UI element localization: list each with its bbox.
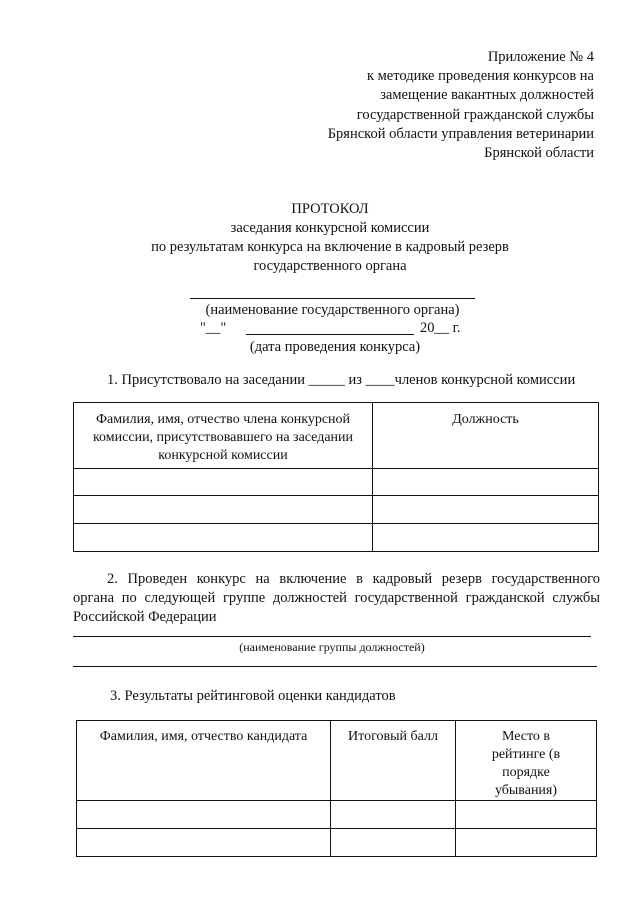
org-name-caption: (наименование государственного органа) — [205, 302, 460, 318]
table-cell[interactable] — [331, 829, 456, 857]
position-group-line-2 — [73, 666, 597, 667]
table-cell[interactable] — [77, 829, 331, 857]
ratings-col-score-header: Итоговый балл — [331, 721, 456, 801]
appendix-line-4: государственной гражданской службы — [356, 106, 594, 123]
appendix-line-3: замещение вакантных должностей — [380, 87, 594, 104]
commission-col-position-header: Должность — [373, 403, 599, 469]
section3-heading: 3. Результаты рейтинговой оценки кандидатов — [110, 688, 396, 704]
commission-table-header — [74, 403, 599, 469]
table-cell[interactable] — [74, 524, 373, 552]
table-cell[interactable] — [74, 496, 373, 524]
section1-blank-present: _____ — [308, 372, 345, 388]
table-cell[interactable] — [373, 524, 599, 552]
table-row — [74, 496, 599, 524]
table-cell[interactable] — [456, 829, 597, 857]
section2-line-3: Российской Федерации — [73, 609, 217, 625]
commission-table — [73, 402, 599, 552]
date-caption: (дата проведения конкурса) — [249, 339, 421, 355]
protocol-title — [120, 200, 540, 276]
table-cell[interactable] — [373, 496, 599, 524]
appendix-header — [294, 48, 594, 163]
appendix-line-5: Брянской области управления ветеринарии — [327, 125, 594, 142]
section1-suffix: членов конкурсной комиссии — [394, 372, 576, 388]
protocol-heading: ПРОТОКОЛ — [291, 201, 369, 217]
table-cell[interactable] — [74, 469, 373, 496]
protocol-subtitle-2: по результатам конкурса на включение в кадровый резерв — [151, 239, 509, 255]
protocol-subtitle-1: заседания конкурсной комиссии — [230, 220, 430, 236]
position-group-caption: (наименование группы должностей) — [239, 640, 425, 654]
table-cell[interactable] — [456, 801, 597, 829]
table-cell[interactable] — [373, 469, 599, 496]
table-row — [74, 469, 599, 496]
date-month-line — [246, 334, 414, 335]
ratings-col-name-header: Фамилия, имя, отчество кандидата — [77, 721, 331, 801]
section1-prefix: 1. Присутствовало на заседании — [107, 372, 306, 388]
section1-text — [107, 371, 575, 391]
table-cell[interactable] — [331, 801, 456, 829]
appendix-line-1: Приложение № 4 — [487, 49, 594, 65]
ratings-col-place-header: Место в рейтинге (в порядке убывания) — [456, 721, 597, 801]
org-name-line — [190, 298, 475, 299]
table-cell[interactable] — [77, 801, 331, 829]
section1-blank-total: ____ — [365, 372, 395, 388]
table-row — [77, 801, 597, 829]
ratings-table — [76, 720, 597, 857]
position-group-line — [73, 636, 591, 637]
commission-col-name-header: Фамилия, имя, отчество члена конкурсной комиссии, присутствовавшего на заседании конкурсной комиссии — [74, 403, 373, 469]
table-row — [74, 524, 599, 552]
section1-middle: из — [348, 372, 363, 388]
section2-line-2: органа по следующей группе должностей государственной гражданской службы — [73, 590, 600, 606]
section2-line-1: 2. Проведен конкурс на включение в кадровый резерв государственного — [107, 571, 600, 587]
table-row — [77, 829, 597, 857]
ratings-table-header — [77, 721, 597, 801]
date-day-field: "__" — [200, 320, 227, 336]
protocol-subtitle-3: государственного органа — [253, 258, 407, 274]
appendix-line-2: к методике проведения конкурсов на — [366, 68, 594, 85]
date-year-field: 20__ г. — [420, 320, 461, 336]
appendix-line-6: Брянской области — [484, 145, 594, 162]
